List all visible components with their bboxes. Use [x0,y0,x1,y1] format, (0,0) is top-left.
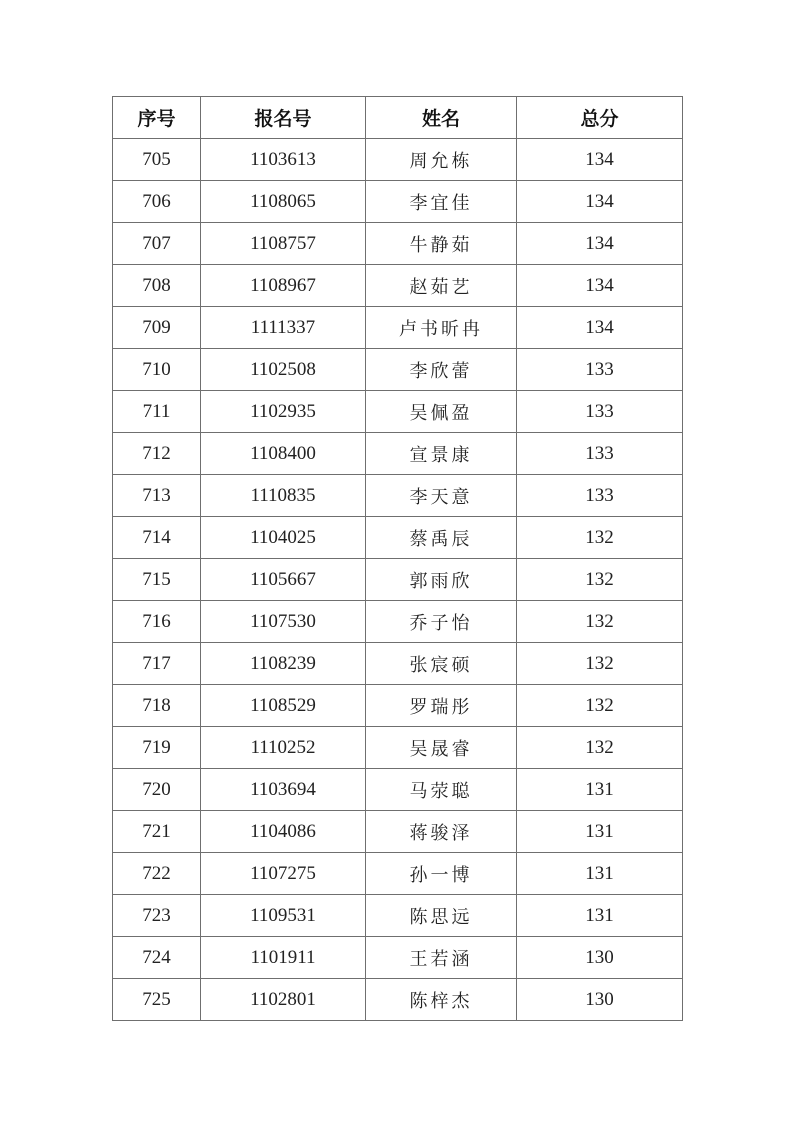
cell-score: 131 [517,853,683,895]
cell-score: 134 [517,307,683,349]
cell-seq: 716 [113,601,201,643]
table-row [113,265,683,307]
cell-score: 130 [517,937,683,979]
cell-seq: 713 [113,475,201,517]
cell-seq: 711 [113,391,201,433]
cell-name: 李宜佳 [366,181,517,223]
table-row [113,307,683,349]
table-row [113,853,683,895]
cell-name: 孙一博 [366,853,517,895]
cell-score: 131 [517,895,683,937]
cell-seq: 719 [113,727,201,769]
cell-score: 131 [517,769,683,811]
cell-name: 吴佩盈 [366,391,517,433]
cell-seq: 710 [113,349,201,391]
cell-name: 周允栋 [366,139,517,181]
header-score: 总分 [517,97,683,139]
cell-score: 132 [517,601,683,643]
cell-reg-no: 1108400 [201,433,366,475]
cell-seq: 709 [113,307,201,349]
table-row [113,769,683,811]
cell-seq: 717 [113,643,201,685]
cell-reg-no: 1111337 [201,307,366,349]
table-row [113,391,683,433]
table-row [113,349,683,391]
cell-score: 134 [517,223,683,265]
table-body [113,139,683,1021]
cell-name: 张宸硕 [366,643,517,685]
cell-reg-no: 1104086 [201,811,366,853]
table-row [113,475,683,517]
cell-score: 134 [517,265,683,307]
table-row [113,181,683,223]
header-seq: 序号 [113,97,201,139]
cell-reg-no: 1107530 [201,601,366,643]
cell-reg-no: 1110252 [201,727,366,769]
cell-name: 卢书昕冉 [366,307,517,349]
cell-reg-no: 1105667 [201,559,366,601]
score-table [112,96,683,1021]
table-row [113,937,683,979]
table-row [113,559,683,601]
cell-reg-no: 1110835 [201,475,366,517]
table-row [113,433,683,475]
cell-score: 133 [517,475,683,517]
cell-name: 牛静茹 [366,223,517,265]
cell-seq: 707 [113,223,201,265]
cell-name: 蒋骏泽 [366,811,517,853]
cell-score: 133 [517,349,683,391]
cell-name: 赵茹艺 [366,265,517,307]
cell-score: 131 [517,811,683,853]
cell-seq: 705 [113,139,201,181]
cell-name: 李欣蕾 [366,349,517,391]
cell-name: 吴晟睿 [366,727,517,769]
cell-reg-no: 1103613 [201,139,366,181]
cell-seq: 712 [113,433,201,475]
cell-name: 陈思远 [366,895,517,937]
table-row [113,223,683,265]
cell-seq: 718 [113,685,201,727]
cell-name: 蔡禹辰 [366,517,517,559]
cell-reg-no: 1109531 [201,895,366,937]
table-row [113,979,683,1021]
cell-reg-no: 1108757 [201,223,366,265]
cell-score: 132 [517,643,683,685]
cell-seq: 706 [113,181,201,223]
cell-seq: 715 [113,559,201,601]
cell-reg-no: 1104025 [201,517,366,559]
header-reg-no: 报名号 [201,97,366,139]
cell-reg-no: 1102508 [201,349,366,391]
cell-seq: 714 [113,517,201,559]
cell-seq: 720 [113,769,201,811]
cell-reg-no: 1102935 [201,391,366,433]
cell-seq: 722 [113,853,201,895]
table-row [113,811,683,853]
cell-seq: 721 [113,811,201,853]
cell-score: 132 [517,727,683,769]
cell-score: 134 [517,181,683,223]
table-row [113,517,683,559]
table-row [113,895,683,937]
cell-name: 李天意 [366,475,517,517]
table-row [113,643,683,685]
cell-name: 宣景康 [366,433,517,475]
cell-reg-no: 1103694 [201,769,366,811]
cell-name: 马荥聪 [366,769,517,811]
cell-reg-no: 1108239 [201,643,366,685]
cell-name: 乔子怡 [366,601,517,643]
cell-score: 132 [517,559,683,601]
table-row [113,727,683,769]
cell-name: 罗瑞彤 [366,685,517,727]
cell-seq: 723 [113,895,201,937]
cell-score: 133 [517,433,683,475]
cell-name: 陈梓杰 [366,979,517,1021]
cell-reg-no: 1108967 [201,265,366,307]
cell-reg-no: 1101911 [201,937,366,979]
cell-seq: 724 [113,937,201,979]
cell-reg-no: 1108529 [201,685,366,727]
cell-name: 王若涵 [366,937,517,979]
cell-score: 132 [517,685,683,727]
table-row [113,601,683,643]
cell-reg-no: 1108065 [201,181,366,223]
cell-name: 郭雨欣 [366,559,517,601]
header-name: 姓名 [366,97,517,139]
cell-reg-no: 1107275 [201,853,366,895]
table-row [113,685,683,727]
cell-seq: 708 [113,265,201,307]
table-row [113,139,683,181]
cell-reg-no: 1102801 [201,979,366,1021]
cell-score: 133 [517,391,683,433]
cell-score: 130 [517,979,683,1021]
cell-score: 134 [517,139,683,181]
cell-seq: 725 [113,979,201,1021]
header-row [113,97,683,139]
cell-score: 132 [517,517,683,559]
